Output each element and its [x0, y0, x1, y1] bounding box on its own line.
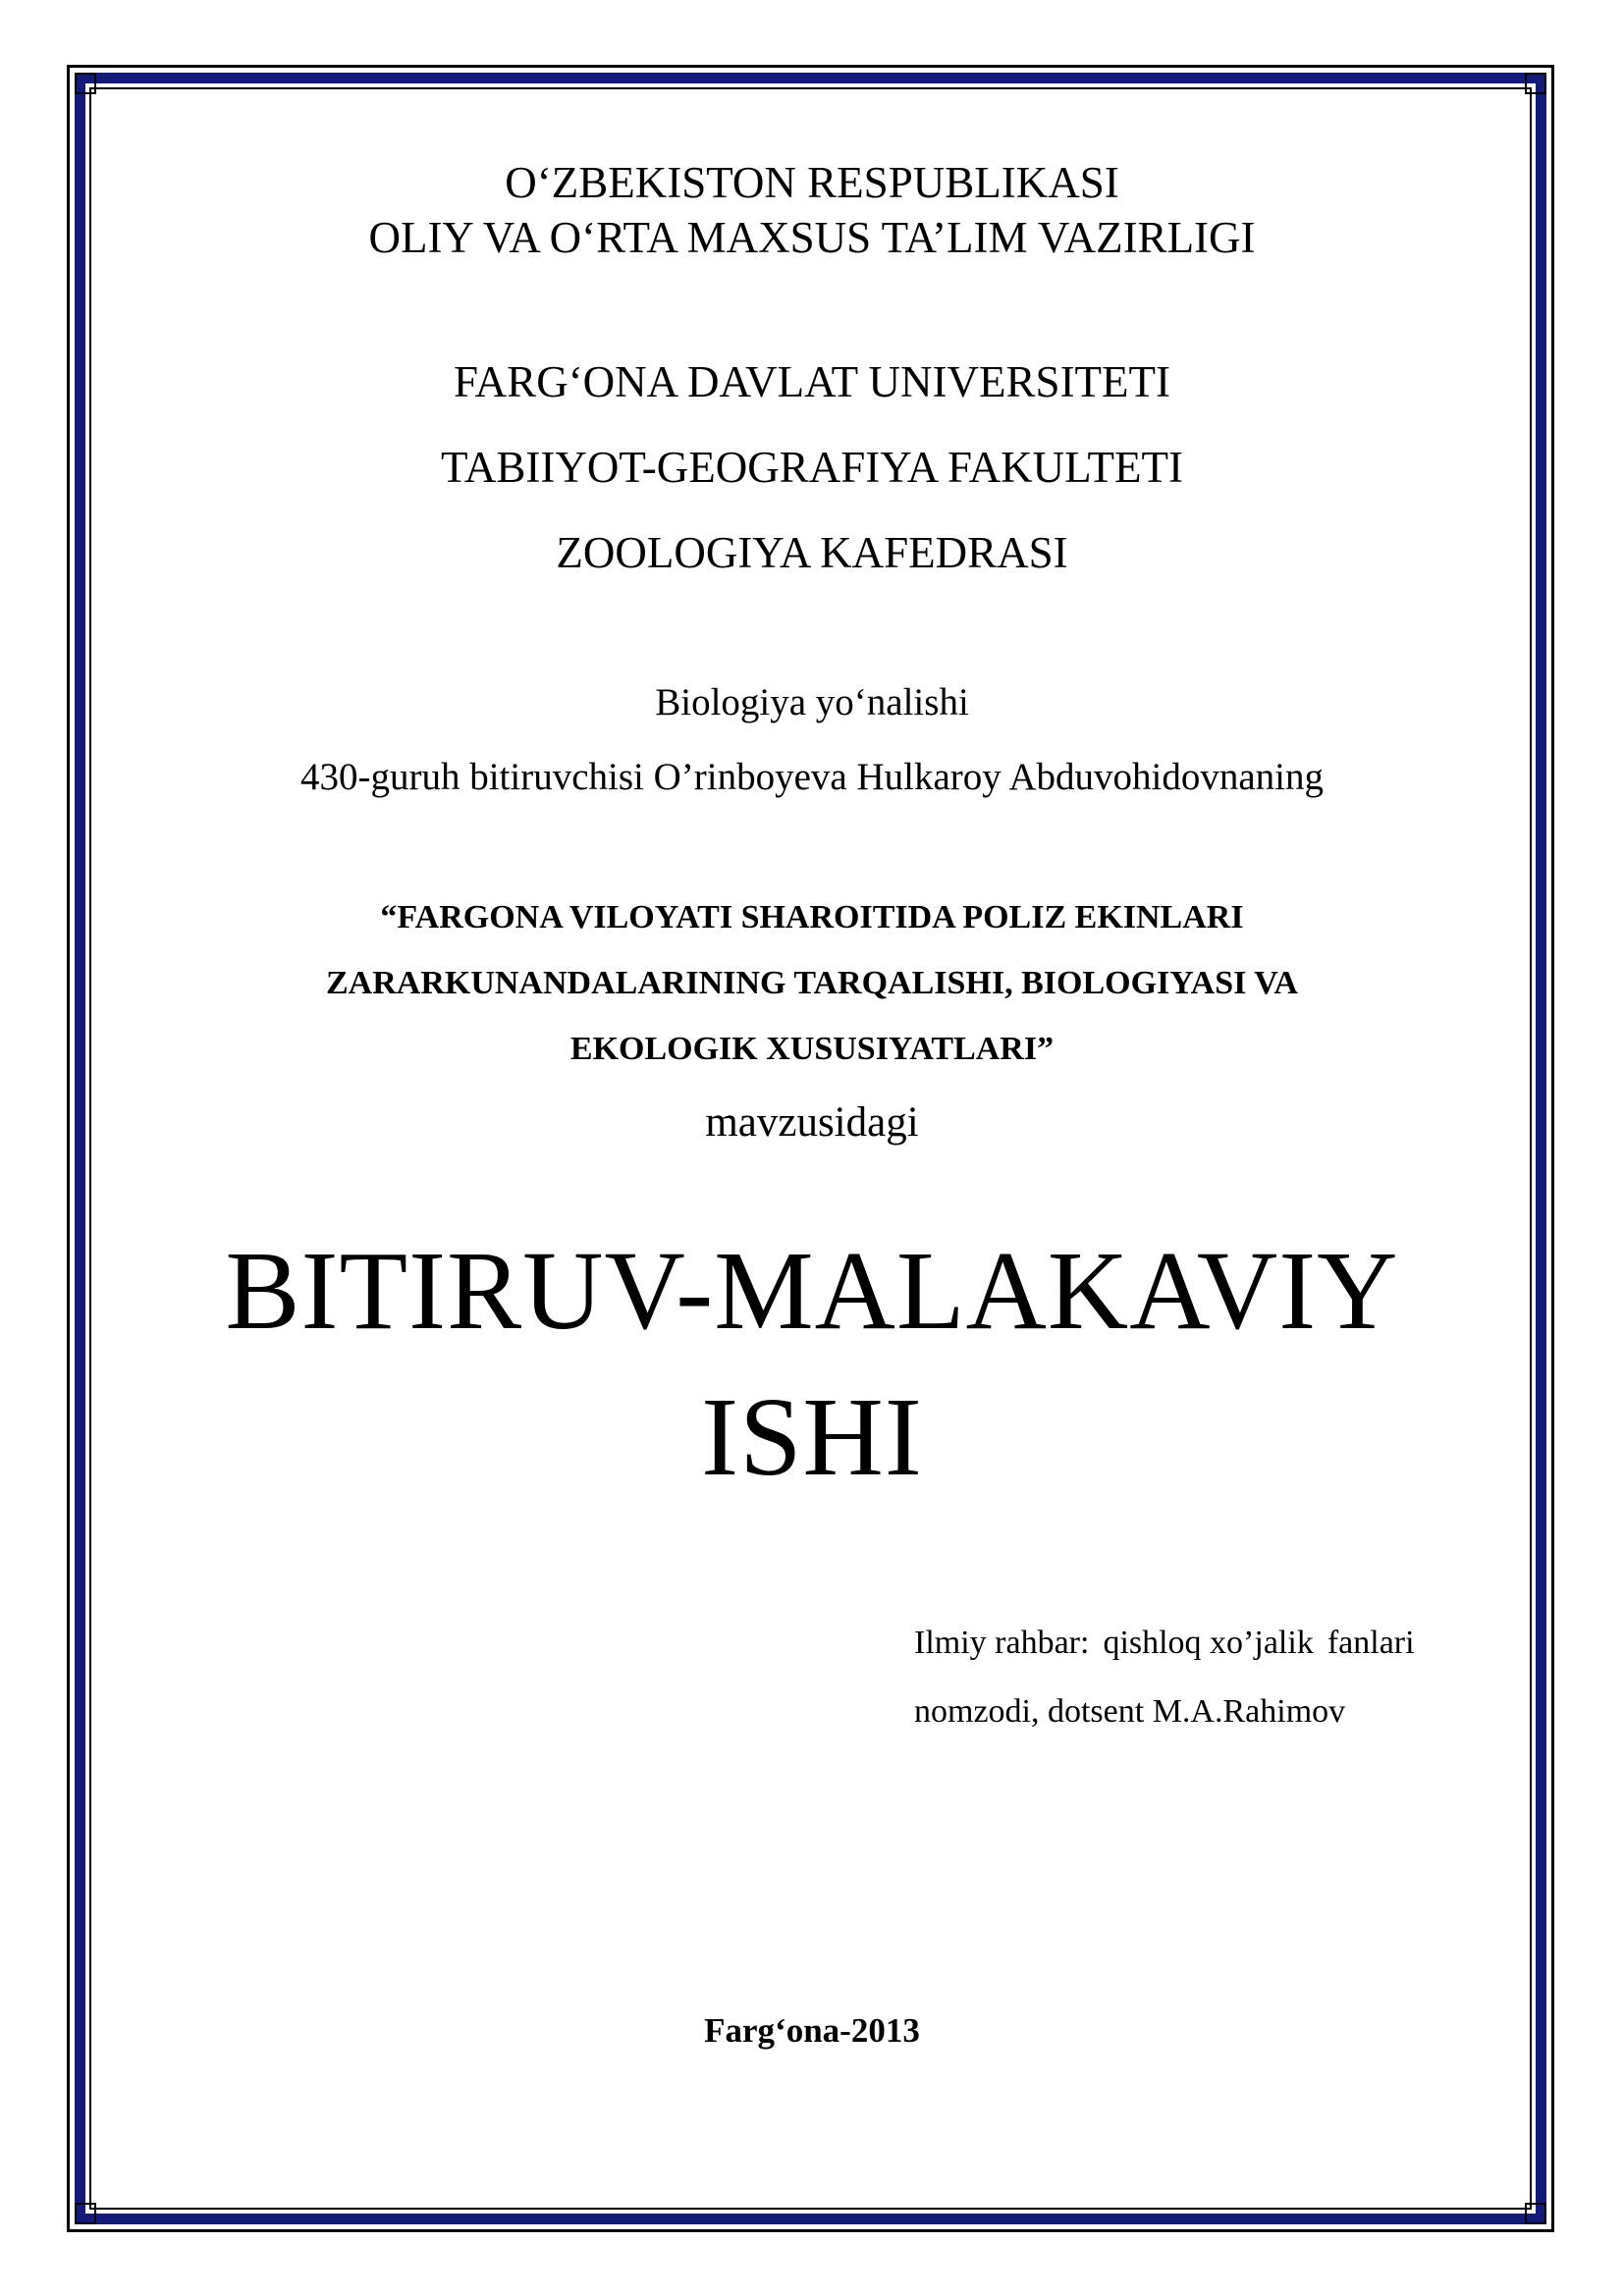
- document-title-line-2: ISHI: [701, 1374, 923, 1499]
- document-title-line-1: BITIRUV-MALAKAVIY: [225, 1228, 1399, 1353]
- advisor-degree-part-2: fanlari: [1326, 1625, 1415, 1661]
- topic-suffix: mavzusidagi: [705, 1099, 919, 1146]
- advisor-degree-part-1: qishloq xo’jalik: [1103, 1625, 1314, 1661]
- study-direction: Biologiya yo‘nalishi: [655, 681, 969, 723]
- topic-line-2: ZARARKUNANDALARINING TARQALISHI, BIOLOGIYASI VA: [325, 965, 1298, 1001]
- advisor-line-1: [914, 1627, 1503, 1660]
- border-corner-top-right: [1525, 73, 1546, 94]
- advisor-label: Ilmiy rahbar:: [914, 1625, 1090, 1661]
- department-name: ZOOLOGIYA KAFEDRASI: [556, 528, 1068, 577]
- author-line: 430-guruh bitiruvchisi O’rinboyeva Hulkaroy Abduvohidovnaning: [299, 756, 1324, 798]
- ministry-name: OLIY VA O‘RTA MAXSUS TA’LIM VAZIRLIGI: [368, 213, 1256, 262]
- advisor-line-2: nomzodi, dotsent M.A.Rahimov: [914, 1693, 1346, 1730]
- border-corner-bottom-left: [75, 2203, 96, 2224]
- border-corner-bottom-right: [1525, 2203, 1546, 2224]
- country-name: O‘ZBEKISTON RESPUBLIKASI: [505, 158, 1119, 207]
- border-corner-top-left: [75, 73, 96, 94]
- topic-line-3: EKOLOGIK XUSUSIYATLARI”: [569, 1031, 1055, 1067]
- topic-line-1: “FARGONA VILOYATI SHAROITIDA POLIZ EKINLARI: [380, 899, 1244, 935]
- city-year: Farg‘ona-2013: [704, 2011, 920, 2050]
- university-name: FARG‘ONA DAVLAT UNIVERSITETI: [454, 357, 1170, 406]
- faculty-name: TABIIYOT-GEOGRAFIYA FAKULTETI: [441, 443, 1183, 492]
